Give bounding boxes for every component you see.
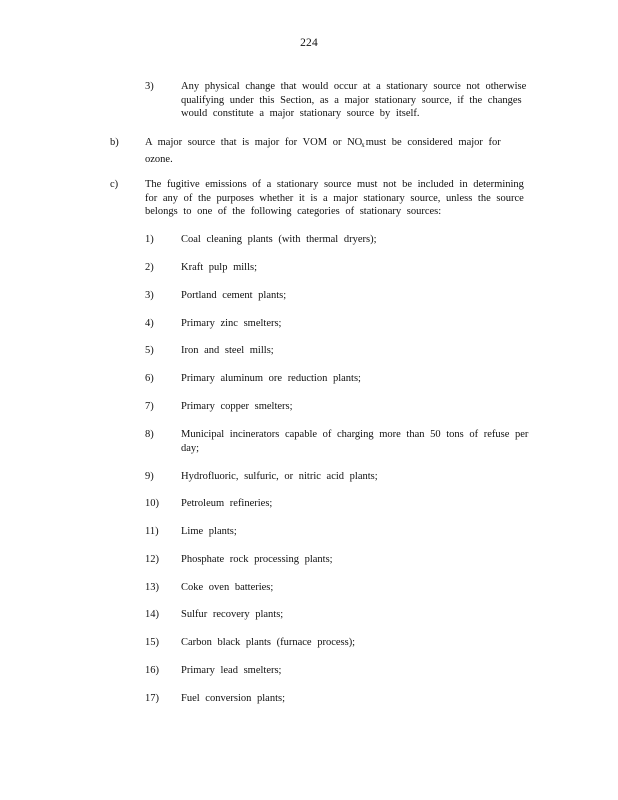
category-number: 5) <box>145 345 154 356</box>
item-b-text <box>145 136 501 166</box>
item-b-line-1-after: must be considered major for <box>365 137 501 148</box>
category-text: Phosphate rock processing plants; <box>181 554 333 565</box>
item-b-line-1 <box>145 136 501 153</box>
item-b-subscript: x <box>361 141 365 149</box>
top-item-line-2: qualifying under this Section, as a major stationary source, if the changes <box>181 94 522 106</box>
category-text: Hydrofluoric, sulfuric, or nitric acid plants; <box>181 471 378 482</box>
category-number: 16) <box>145 665 159 676</box>
category-text: Primary lead smelters; <box>181 665 282 676</box>
category-text: Coal cleaning plants (with thermal dryers); <box>181 234 377 245</box>
category-number: 7) <box>145 401 154 412</box>
item-c-line-2: for any of the purposes whether it is a major stationary source, unless the source <box>145 192 524 204</box>
category-number: 6) <box>145 373 154 384</box>
category-number: 11) <box>145 526 159 537</box>
category-text: Fuel conversion plants; <box>181 693 285 704</box>
category-number: 2) <box>145 262 154 273</box>
top-item-text <box>181 80 526 121</box>
category-text: Primary aluminum ore reduction plants; <box>181 373 361 384</box>
category-text: Iron and steel mills; <box>181 345 274 356</box>
category-text: Petroleum refineries; <box>181 498 273 509</box>
category-number: 14) <box>145 609 159 620</box>
category-text <box>181 428 528 455</box>
item-b-line-2: ozone. <box>145 153 173 165</box>
top-item-line-3: would constitute a major stationary source by itself. <box>181 108 420 119</box>
item-c-line-1: The fugitive emissions of a stationary source must not be included in determining <box>145 179 524 190</box>
category-number: 1) <box>145 234 154 245</box>
top-item-line-1: Any physical change that would occur at a stationary source not otherwise <box>181 81 527 92</box>
category-number: 12) <box>145 554 159 565</box>
item-b-line-1-before: A major source that is major for VOM or NO <box>145 137 363 148</box>
category-number: 15) <box>145 637 159 648</box>
category-number: 3) <box>145 290 154 301</box>
category-number: 17) <box>145 693 159 704</box>
category-text-line-2: day; <box>181 442 200 454</box>
category-text: Portland cement plants; <box>181 290 287 301</box>
top-item-marker: 3) <box>145 81 154 92</box>
category-text: Primary zinc smelters; <box>181 318 282 329</box>
page-number: 224 <box>300 37 318 49</box>
category-text: Primary copper smelters; <box>181 401 293 412</box>
category-text: Sulfur recovery plants; <box>181 609 284 620</box>
category-number: 13) <box>145 582 159 593</box>
category-text: Lime plants; <box>181 526 237 537</box>
category-number: 8) <box>145 429 154 440</box>
item-c-marker: c) <box>110 179 119 190</box>
category-number: 9) <box>145 471 154 482</box>
category-text: Kraft pulp mills; <box>181 262 257 273</box>
category-text: Carbon black plants (furnace process); <box>181 637 356 648</box>
category-text: Coke oven batteries; <box>181 582 274 593</box>
category-number: 10) <box>145 498 159 509</box>
category-number: 4) <box>145 318 154 329</box>
item-c-line-3: belongs to one of the following categories of stationary sources: <box>145 206 442 217</box>
item-c-text <box>145 178 524 219</box>
category-text-line-1: Municipal incinerators capable of charging more than 50 tons of refuse per <box>181 429 529 440</box>
item-b-marker: b) <box>110 137 119 148</box>
